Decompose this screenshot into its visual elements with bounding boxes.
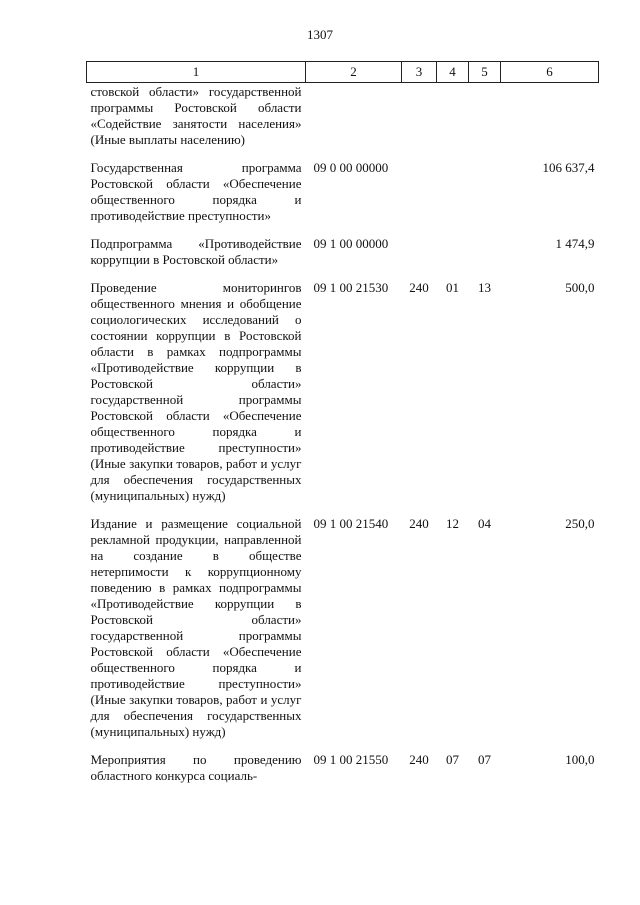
row-name: стовской области» государственной программы Ростовской области «Содействие занятости населения» (Иные выплаты населению) bbox=[90, 84, 302, 147]
row-rz: 12 bbox=[446, 516, 459, 531]
row-code: 09 1 00 21550 bbox=[313, 752, 389, 767]
header-col-1: 1 bbox=[87, 62, 306, 83]
row-vr: 240 bbox=[409, 516, 429, 531]
row-amount bbox=[501, 83, 599, 161]
table-row bbox=[87, 280, 599, 516]
table-header bbox=[87, 62, 599, 83]
row-rz bbox=[437, 236, 469, 280]
page-number: 1307 bbox=[307, 27, 333, 42]
row-name: Издание и размещение социальной рекламной продукции, направленной на создание в обществе нетерпимости к коррупционному поведению в рамках подпрограммы «Противодействие коррупции в Ростовской области» государственной программы Ростовской области «Обеспечение общественного порядка и противодействие преступности» (Иные закупки товаров, работ и услуг для обеспечения государственных (муниципальных) нужд) bbox=[90, 516, 302, 739]
row-name: Государственная программа Ростовской области «Обеспечение общественного порядка и противодействие преступности» bbox=[90, 160, 302, 223]
row-pr: 04 bbox=[478, 516, 491, 531]
budget-table bbox=[86, 61, 599, 796]
row-pr bbox=[469, 160, 501, 236]
table-row bbox=[87, 160, 599, 236]
row-rz: 07 bbox=[446, 752, 459, 767]
row-name: Мероприятия по проведению областного конкурса социаль- bbox=[90, 752, 302, 783]
row-pr: 13 bbox=[478, 280, 491, 295]
row-code: 09 0 00 00000 bbox=[313, 160, 389, 175]
row-amount: 106 637,4 bbox=[542, 160, 595, 175]
row-pr bbox=[469, 83, 501, 161]
row-name: Подпрограмма «Противодействие коррупции в Ростовской области» bbox=[90, 236, 302, 267]
table-row bbox=[87, 236, 599, 280]
row-vr bbox=[402, 83, 437, 161]
row-vr bbox=[402, 160, 437, 236]
table-row bbox=[87, 752, 599, 796]
row-name: Проведение мониторингов общественного мнения и обобщение социологических исследований о состоянии коррупции в Ростовской области в рамках подпрограммы «Противодействие коррупции в Ростовской области» государственной программы Ростовской области «Обеспечение общественного порядка и противодействие преступности» (Иные закупки товаров, работ и услуг для обеспечения государственных (муниципальных) нужд) bbox=[90, 280, 302, 503]
table-body bbox=[87, 83, 599, 797]
row-pr bbox=[469, 236, 501, 280]
header-col-2: 2 bbox=[306, 62, 402, 83]
row-vr bbox=[402, 236, 437, 280]
row-pr: 07 bbox=[478, 752, 491, 767]
row-rz: 01 bbox=[446, 280, 459, 295]
header-col-5: 5 bbox=[469, 62, 501, 83]
row-rz bbox=[437, 160, 469, 236]
row-code: 09 1 00 00000 bbox=[313, 236, 389, 251]
table-row bbox=[87, 516, 599, 752]
table-row bbox=[87, 83, 599, 161]
row-code: 09 1 00 21540 bbox=[313, 516, 389, 531]
row-amount: 100,0 bbox=[565, 752, 595, 767]
row-amount: 1 474,9 bbox=[555, 236, 595, 251]
row-code: 09 1 00 21530 bbox=[313, 280, 389, 295]
row-vr: 240 bbox=[409, 752, 429, 767]
row-vr: 240 bbox=[409, 280, 429, 295]
row-code bbox=[306, 83, 402, 161]
header-col-3: 3 bbox=[402, 62, 437, 83]
header-col-6: 6 bbox=[501, 62, 599, 83]
header-col-4: 4 bbox=[437, 62, 469, 83]
header-row bbox=[87, 62, 599, 83]
row-rz bbox=[437, 83, 469, 161]
row-amount: 500,0 bbox=[565, 280, 595, 295]
row-amount: 250,0 bbox=[565, 516, 595, 531]
